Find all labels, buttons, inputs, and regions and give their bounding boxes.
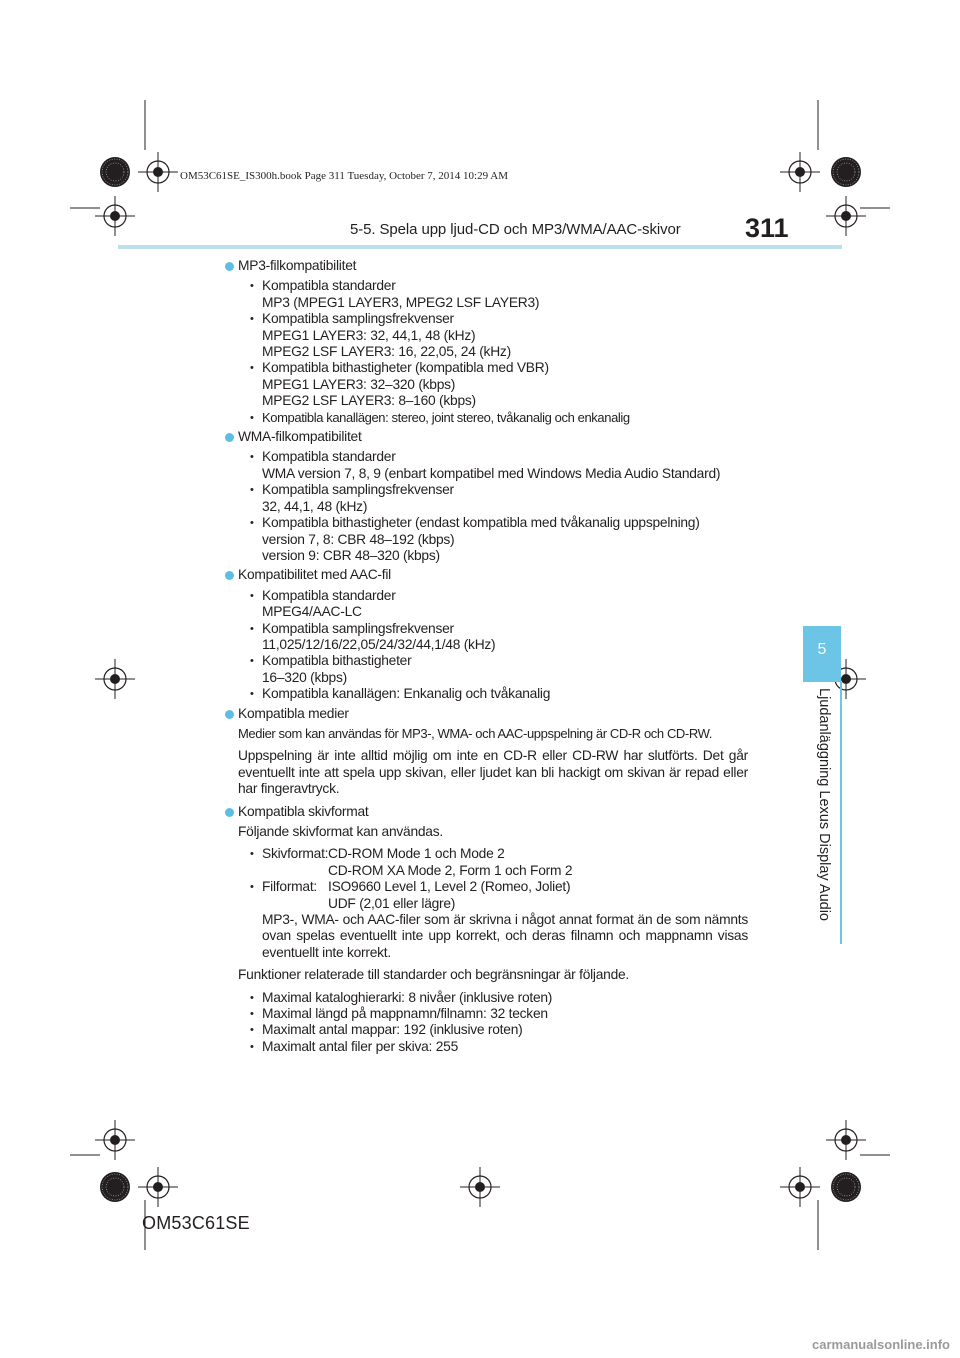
paragraph: Funktioner relaterade till standarder och begränsningar är följande.	[238, 967, 630, 983]
section-media	[228, 706, 748, 798]
section-title: Kompatibilitet med AAC-fil	[238, 567, 391, 583]
list-item: • Skivformat: CD-ROM Mode 1 och Mode 2 CD-ROM XA Mode 2, Form 1 och Form 2	[250, 846, 748, 879]
registration-mark	[95, 196, 135, 236]
list-item: • Maximal längd på mappnamn/filnamn: 32 tecken	[250, 1006, 748, 1022]
list-item: • Kompatibla samplingsfrekvenser MPEG1 LAYER3: 32, 44,1, 48 (kHz) MPEG2 LSF LAYER3: 16, 22,05, 24 (kHz)	[250, 311, 748, 360]
book-info: OM53C61SE_IS300h.book Page 311 Tuesday, October 7, 2014 10:29 AM	[180, 170, 508, 182]
section-title: Kompatibla medier	[238, 705, 349, 721]
list-item: • Kompatibla bithastigheter (kompatibla med VBR) MPEG1 LAYER3: 32–320 (kbps) MPEG2 LSF LAYER3: 8–160 (kbps)	[250, 360, 748, 409]
registration-mark	[138, 152, 178, 192]
section-title: Kompatibla skivformat	[238, 803, 369, 819]
bullet-dot-icon	[225, 571, 234, 580]
list-item: • Kompatibla samplingsfrekvenser 11,025/12/16/22,05/24/32/44,1/48 (kHz)	[250, 621, 748, 654]
list-item: • Kompatibla standarder MP3 (MPEG1 LAYER3, MPEG2 LSF LAYER3)	[250, 278, 748, 311]
page-content	[228, 255, 748, 1055]
chapter-rule	[840, 682, 842, 944]
list-item: • Kompatibla bithastigheter (endast kompatibla med tvåkanalig uppspelning) version 7, 8: CBR 48–192 (kbps) version 9: CBR 48–320 (kbps)	[250, 515, 748, 564]
list-item: • Kompatibla standarder WMA version 7, 8, 9 (enbart kompatibel med Windows Media Audio Standard)	[250, 449, 748, 482]
list-item: • Kompatibla bithastigheter 16–320 (kbps)	[250, 653, 748, 686]
section-formats	[228, 804, 748, 1056]
list-item: • Maximal kataloghierarki: 8 nivåer (inklusive roten)	[250, 990, 748, 1006]
section-wma	[228, 429, 748, 564]
note: MP3-, WMA- och AAC-filer som är skrivna i något annat format än de som nämnts ovan spelas eventuellt inte upp korrekt, och deras filnamn och mappnamn visas eventuellt inte korrekt.	[262, 912, 748, 960]
paragraph: Medier som kan användas för MP3-, WMA- och AAC-uppspelning är CD-R och CD-RW.	[238, 725, 712, 741]
section-header-title: 5-5. Spela upp ljud-CD och MP3/WMA/AAC-skivor	[350, 221, 681, 238]
list-item: • Kompatibla standarder MPEG4/AAC-LC	[250, 588, 748, 621]
paragraph: Följande skivformat kan användas.	[238, 824, 443, 839]
bullet-dot-icon	[225, 262, 234, 271]
list-item: • Kompatibla kanallägen: Enkanalig och tvåkanalig	[250, 686, 748, 702]
bullet-dot-icon	[225, 433, 234, 442]
chapter-tab	[803, 626, 841, 682]
list-item: • Kompatibla samplingsfrekvenser 32, 44,1, 48 (kHz)	[250, 482, 748, 515]
paragraph: Uppspelning är inte alltid möjlig om inte en CD-R eller CD-RW har slutförts. Det går eventuellt inte att spela upp skivan, eller ljudet kan bli hackigt om skivan är repad eller har fingeravtryck.	[238, 748, 748, 797]
header-rule	[118, 245, 842, 249]
section-aac	[228, 567, 748, 702]
list-item: • Maximalt antal mappar: 192 (inklusive roten)	[250, 1022, 748, 1038]
chapter-number: 5	[817, 641, 827, 658]
chapter-label: Ljudanläggning Lexus Display Audio	[816, 688, 832, 921]
section-title: MP3-filkompatibilitet	[238, 258, 357, 273]
footer-code: OM53C61SE	[142, 1213, 250, 1233]
bullet-dot-icon	[225, 808, 234, 817]
bullet-dot-icon	[225, 710, 234, 719]
list-item: • Kompatibla kanallägen: stereo, joint stereo, tvåkanalig och enkanalig	[250, 410, 748, 426]
list-item: • Filformat: ISO9660 Level 1, Level 2 (Romeo, Joliet) UDF (2,01 eller lägre) MP3-, WMA- och AAC-filer som är skrivna i något annat format än de som nämnts ovan spelas eventuellt inte upp korrekt, och deras filnamn och mappnamn visas eventuellt inte korrekt.	[250, 879, 748, 961]
registration-star-tl	[100, 157, 130, 187]
page-number: 311	[745, 213, 789, 243]
section-mp3	[228, 258, 748, 426]
section-title: WMA-filkompatibilitet	[238, 429, 362, 445]
list-item: • Maximalt antal filer per skiva: 255	[250, 1039, 748, 1055]
watermark: carmanualsonline.info	[812, 1337, 950, 1352]
